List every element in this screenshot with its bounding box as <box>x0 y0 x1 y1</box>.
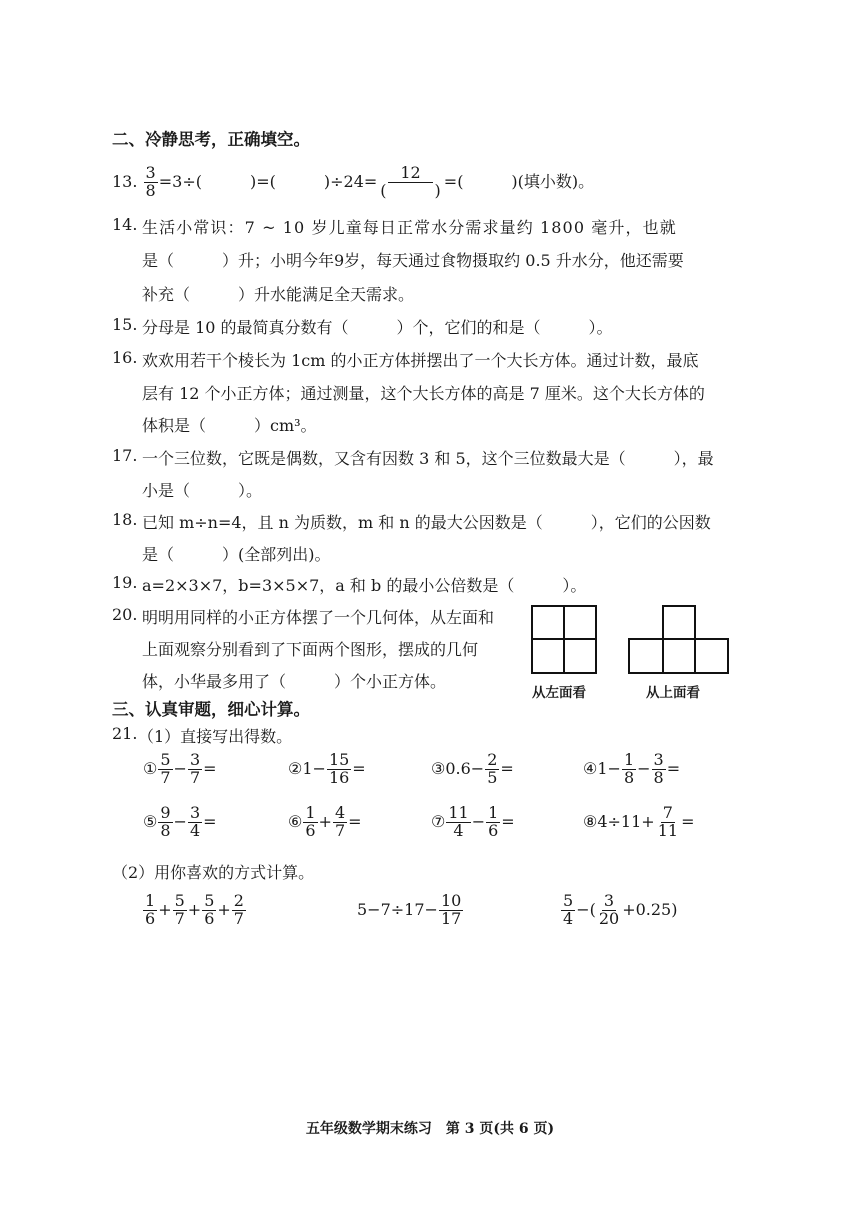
cube-square <box>694 638 729 674</box>
fraction <box>652 752 666 787</box>
equals-sign: = <box>352 758 366 778</box>
equals-sign: = <box>348 811 362 831</box>
denominator: 4 <box>563 908 574 928</box>
question-19-line-1: a=2×3×7，b=3×5×7，a 和 b 的最小公倍数是（ ）。 <box>142 576 587 595</box>
question-21-number: 21. <box>112 724 138 743</box>
question-21-part-1: （1）直接写出得数。 <box>138 727 293 746</box>
numerator: 10 <box>440 891 462 910</box>
fraction <box>144 165 158 200</box>
question-20-line-3: 体，小华最多用了（ ）个小正方体。 <box>142 672 447 691</box>
denominator: 7 <box>233 908 244 928</box>
fraction <box>188 752 202 787</box>
page-footer: 五年级数学期末练习 第 3 页(共 6 页) <box>305 1121 555 1137</box>
denominator: 11 <box>657 820 679 840</box>
denominator: 16 <box>328 767 350 787</box>
question-13 <box>112 165 594 200</box>
denominator: 8 <box>653 767 664 787</box>
fraction <box>202 893 216 928</box>
fraction <box>561 893 575 928</box>
equals-sign: = <box>681 811 695 831</box>
denominator: 7 <box>189 767 201 787</box>
denominator: 8 <box>145 180 156 200</box>
cube-square <box>662 605 696 640</box>
numerator: 11 <box>448 803 469 822</box>
question-21-part-2: （2）用你喜欢的方式计算。 <box>112 863 315 882</box>
question-20-line-1: 明明用同样的小正方体摆了一个几何体，从左面和 <box>142 608 495 627</box>
denominator: 7 <box>334 820 346 840</box>
question-18-number: 18. <box>112 510 138 529</box>
expression-text: 0.6− <box>445 758 485 778</box>
expression-text: 5−7÷17− <box>357 899 438 919</box>
fraction <box>446 805 470 840</box>
question-17-line-2: 小是（ ）。 <box>142 481 263 500</box>
fraction <box>158 805 172 840</box>
expression-text: 4÷11+ <box>597 811 655 831</box>
expression-text: −( <box>576 899 596 919</box>
fraction <box>173 893 187 928</box>
fraction <box>303 805 317 840</box>
question-14-line-3: 补充（ ）升水能满足全天需求。 <box>142 285 415 304</box>
fraction <box>143 893 157 928</box>
fraction <box>333 805 347 840</box>
fraction <box>327 752 351 787</box>
numerator: 1 <box>145 891 156 910</box>
denominator: 8 <box>623 767 635 787</box>
equals-sign: = <box>500 758 514 778</box>
numerator: 3 <box>189 803 201 822</box>
numerator: 7 <box>662 803 673 822</box>
item-marker: ① <box>143 758 158 778</box>
calc-expression-3 <box>560 893 677 928</box>
expression-text: 1− <box>597 758 621 778</box>
numerator: 5 <box>174 891 185 910</box>
operator: + <box>318 811 332 831</box>
denominator: 20 <box>598 908 620 928</box>
question-18-line-2: 是（ ）(全部列出)。 <box>142 545 331 564</box>
numerator: 5 <box>160 750 171 769</box>
fraction <box>439 893 463 928</box>
cube-square <box>662 638 696 674</box>
question-18-line-1: 已知 m÷n=4，且 n 为质数，m 和 n 的最大公因数是（ ），它们的公因数 <box>142 513 711 532</box>
expression-text: 1− <box>302 758 326 778</box>
numerator: 1 <box>623 750 635 769</box>
question-16-number: 16. <box>112 348 138 367</box>
fraction <box>158 752 172 787</box>
question-number: 13. <box>112 171 138 191</box>
oral-calc-item <box>583 805 694 840</box>
question-text: =3÷( )=( )÷24= <box>158 171 378 191</box>
left-view-caption: 从左面看 <box>532 685 586 701</box>
denominator: 4 <box>189 820 201 840</box>
item-marker: ⑧ <box>583 811 598 831</box>
question-text: =( )(填小数)。 <box>443 171 595 191</box>
question-16-line-2: 层有 12 个小正方体；通过测量，这个大长方体的高是 7 厘米。这个大长方体的 <box>142 384 705 403</box>
equals-sign: = <box>666 758 681 778</box>
equals-sign: = <box>501 811 515 831</box>
item-marker: ⑦ <box>431 811 446 831</box>
denominator: 8 <box>160 820 171 840</box>
denominator: 6 <box>204 908 215 928</box>
numerator: 3 <box>653 750 664 769</box>
question-14-number: 14. <box>112 215 138 234</box>
cube-square <box>628 638 664 674</box>
question-20-line-2: 上面观察分别看到了下面两个图形，摆成的几何 <box>142 640 479 659</box>
numerator: 2 <box>487 750 498 769</box>
oral-calc-item <box>143 752 217 787</box>
numerator: 5 <box>204 891 215 910</box>
fraction <box>656 805 680 840</box>
equals-sign: = <box>203 758 217 778</box>
fraction <box>378 165 443 200</box>
question-19-number: 19. <box>112 573 138 592</box>
numerator: 15 <box>328 750 350 769</box>
question-17-number: 17. <box>112 446 138 465</box>
section-title-2: 二、冷静思考，正确填空。 <box>112 130 310 149</box>
question-20-number: 20. <box>112 605 138 624</box>
fraction <box>486 805 500 840</box>
numerator: 9 <box>160 803 171 822</box>
question-16-line-3: 体积是（ ）cm³。 <box>142 416 317 435</box>
top-view-caption: 从上面看 <box>646 685 700 701</box>
oral-calc-item <box>431 805 515 840</box>
numerator: 3 <box>145 163 156 182</box>
calc-expression-1 <box>142 893 247 928</box>
numerator: 12 <box>388 165 432 183</box>
fraction <box>232 893 246 928</box>
operator: + <box>158 899 172 919</box>
numerator: 3 <box>603 891 615 910</box>
denominator: 5 <box>487 767 498 787</box>
denominator: 17 <box>440 908 462 928</box>
oral-calc-item <box>431 752 514 787</box>
question-17-line-1: 一个三位数，它既是偶数，又含有因数 3 和 5，这个三位数最大是（ ），最 <box>142 449 714 468</box>
numerator: 4 <box>334 803 346 822</box>
denominator: ( ) <box>380 180 441 200</box>
operator: + <box>187 899 202 919</box>
cube-square <box>531 605 565 640</box>
cube-square <box>563 638 597 674</box>
item-marker: ⑥ <box>288 811 303 831</box>
question-16-line-1: 欢欢用若干个棱长为 1cm 的小正方体拼摆出了一个大长方体。通过计数，最底 <box>142 351 699 370</box>
equals-sign: = <box>203 811 217 831</box>
fraction <box>485 752 499 787</box>
numerator: 2 <box>233 891 244 910</box>
fraction <box>622 752 636 787</box>
cube-square <box>531 638 565 674</box>
oral-calc-item <box>288 752 366 787</box>
operator: + <box>217 899 231 919</box>
operator: − <box>637 758 651 778</box>
numerator: 3 <box>189 750 201 769</box>
cube-square <box>563 605 597 640</box>
operator: − <box>173 811 187 831</box>
denominator: 6 <box>145 908 156 928</box>
fraction <box>597 893 621 928</box>
denominator: 4 <box>453 820 464 840</box>
calc-expression-2 <box>357 893 464 928</box>
numerator: 1 <box>305 803 316 822</box>
item-marker: ② <box>288 758 303 778</box>
numerator: 1 <box>488 803 499 822</box>
oral-calc-item <box>583 752 680 787</box>
oral-calc-item <box>143 805 217 840</box>
fraction <box>188 805 202 840</box>
expression-text: +0.25) <box>622 899 678 919</box>
operator: − <box>173 758 187 778</box>
question-15-number: 15. <box>112 315 138 334</box>
section-title-3: 三、认真审题，细心计算。 <box>112 700 310 719</box>
numerator: 5 <box>563 891 574 910</box>
oral-calc-item <box>288 805 362 840</box>
question-15-line-1: 分母是 10 的最简真分数有（ ）个，它们的和是（ ）。 <box>142 318 613 337</box>
denominator: 6 <box>488 820 499 840</box>
question-14-line-2: 是（ ）升；小明今年9岁，每天通过食物摄取约 0.5 升水分，他还需要 <box>142 251 684 270</box>
denominator: 7 <box>174 908 185 928</box>
operator: − <box>471 811 486 831</box>
denominator: 6 <box>305 820 316 840</box>
denominator: 7 <box>160 767 171 787</box>
question-14-line-1: 生活小常识：7 ~ 10 岁儿童每日正常水分需求量约 1800 毫升，也就 <box>142 218 677 237</box>
item-marker: ④ <box>583 758 598 778</box>
item-marker: ③ <box>431 758 446 778</box>
item-marker: ⑤ <box>143 811 158 831</box>
